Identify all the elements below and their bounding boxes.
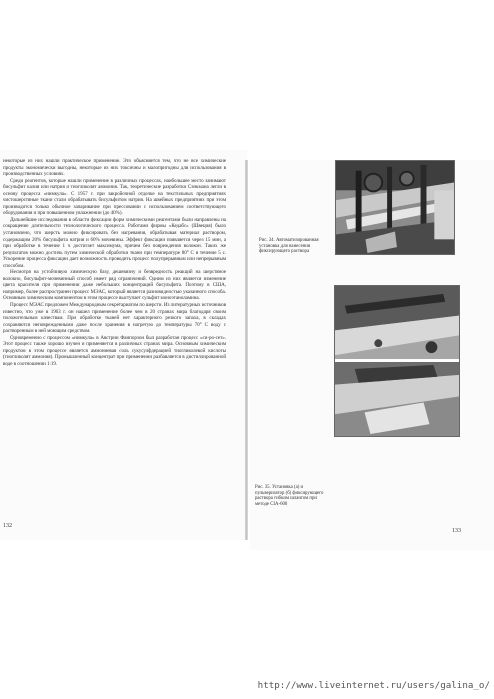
paragraph: Среди реагентов, которые нашли применение в различных процессах, наибольшее место занимают бисульфит калия или натрия и тиогликолят аммония. Так, теоретические разработки Сэнкмана легли в основу процесса «нимкула». С 1957 г. при закройочной отделке на текстильных предприятиях чистошерстяные ткани стали обрабатывать бисульфитом натрия. На швейных предприятиях при этом производится только обычное запаривание при прессовании с использованием соответствующего оборудования и при повышенном увлажнении (до 40%).: [3, 177, 226, 217]
left-text-column: [3, 158, 226, 368]
figure-35-photo: [334, 285, 460, 437]
page-number-left: 132: [3, 523, 12, 529]
figure-35-caption: Рис. 35. Установка (а) и пульверизатор (б) фиксирующего раствора гибким шлангом при методе СIA-600: [255, 485, 324, 507]
paragraph: Процесс МЭАС предложен Международным секретариатом по шерсти. Из литературных источников известно, что уже в 1963 г. он нашел применение более чем в 20 странах мира благодаря своим положительным качествам. При обработке тканей нет характерного резкого запаха, в складах сохраняются неповрежденными даже после хранения в нагретую до температуры 70° С воду с растворенным в ней моющим средством.: [3, 302, 226, 335]
page-number-right: 133: [452, 528, 461, 534]
figure-34-caption: Рис. 34. Автоматизированная установка для нанесения фиксирующего раствора: [259, 238, 319, 255]
watermark-url: http://www.liveinternet.ru/users/galina_o/: [257, 680, 490, 691]
paragraph: Дальнейшие исследования в области фиксации форм химическими реагентами были направлены на сокращение длительности технологического процесса. Работами фирмы «Кедабс» (Швеция) было установлено, что шерсть можно фиксировать без нагревания, обрабатывая материал раствором, содержащим 20% бисульфита натрия и 60% мочевины. Эффект фиксации появляется через 15 мин, а при обработке в течение 1 ч достигает максимума, причем без повреждения волокон. Таких же результатов можно достичь путем химической обработки ткани при температуре 80° С в течение 5 с. Ускорение процесса фиксации дает возможность проводить процесс полупрерывным или непрерывным способом.: [3, 216, 226, 269]
book-gutter: [245, 160, 248, 540]
paragraph: некоторые из них нашли практическое применение. Это объясняется тем, что не все химические продукты экономически выгодны, некоторые из них токсичны и малопригодны для использования в производственных условиях.: [3, 158, 226, 178]
figure-34-photo: [335, 160, 455, 255]
right-page: [250, 160, 494, 550]
paragraph: Одновременно с процессом «нимкула» в Австрии Фанпорзон был разработан процесс «си-ро-сет». Этот процесс также хорошо изучен и применяется в различных странах мира. Основным химическим продуктом в этом процессе является аммониевая соль сукусулфдерацией тиогликолевой кислоты (тиогликолят аммония). Промышленный концентрат при применении разбавляется в дистиллированной воде в соотношении 1:19.: [3, 334, 226, 367]
paragraph: Несмотря на устойчивую химическую базу, дешевизну и безвредность реакций на шерстяное волокно, бисульфит-мочевинный способ имеет ряд ограничений. Одним из них является изменение цвета красителя при применении даже небольших концентраций бисульфита. Поэтому в США, например, более распространен процесс МЭАС, который является разновидностью указанного способа. Основным химическим компонентом в этом процессе выступает сульфит моноэтаноламина.: [3, 269, 226, 302]
left-page: [0, 150, 247, 540]
